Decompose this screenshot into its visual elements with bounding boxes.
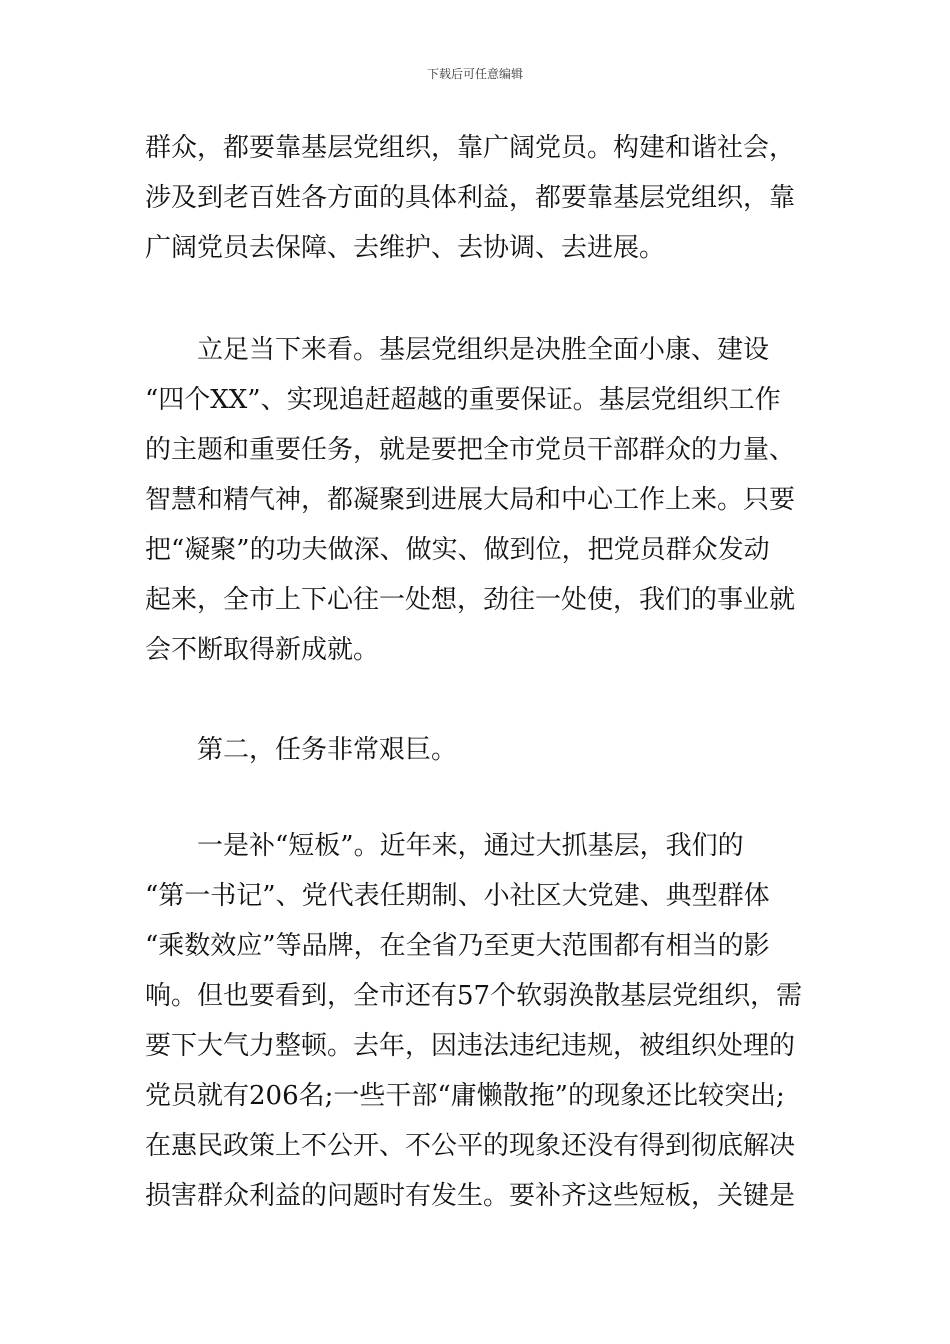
page-header-note: 下载后可任意编辑 — [426, 67, 523, 81]
text-line: 响。但也要看到，全市还有57个软弱涣散基层党组织，需 — [145, 981, 803, 1011]
text-line: 起来，全市上下心往一处想，劲往一处使，我们的事业就 — [145, 585, 796, 615]
text-line: 立足当下来看。基层党组织是决胜全面小康、建设 — [197, 335, 770, 365]
text-line: 在惠民政策上不公开、不公平的现象还没有得到彻底解决 — [145, 1131, 796, 1161]
text-line: 群众，都要靠基层党组织，靠广阔党员。构建和谐社会， — [145, 133, 796, 163]
text-line: 把“凝聚”的功夫做深、做实、做到位，把党员群众发动 — [145, 535, 770, 565]
section-heading: 第二，任务非常艰巨。 — [197, 735, 458, 765]
text-line: “第一书记”、党代表任期制、小社区大党建、典型群体 — [145, 881, 770, 911]
text-line: 涉及到老百姓各方面的具体利益，都要靠基层党组织，靠 — [145, 183, 796, 213]
text-line: “乘数效应”等品牌，在全省乃至更大范围都有相当的影 — [145, 931, 770, 961]
text-line: 广阔党员去保障、去维护、去协调、去进展。 — [145, 233, 666, 263]
text-line: 党员就有206名;一些干部“庸懒散拖”的现象还比较突出; — [145, 1081, 785, 1111]
text-line: 会不断取得新成就。 — [145, 635, 380, 665]
text-line: 的主题和重要任务，就是要把全市党员干部群众的力量、 — [145, 435, 796, 465]
text-line: 要下大气力整顿。去年，因违法违纪违规，被组织处理的 — [145, 1031, 796, 1061]
text-line: 智慧和精气神，都凝聚到进展大局和中心工作上来。只要 — [145, 485, 796, 515]
text-line: 一是补“短板”。近年来，通过大抓基层，我们的 — [197, 831, 744, 861]
text-line: 损害群众利益的问题时有发生。要补齐这些短板，关键是 — [145, 1181, 796, 1211]
text-line: “四个XX”、实现追赶超越的重要保证。基层党组织工作 — [145, 385, 781, 415]
